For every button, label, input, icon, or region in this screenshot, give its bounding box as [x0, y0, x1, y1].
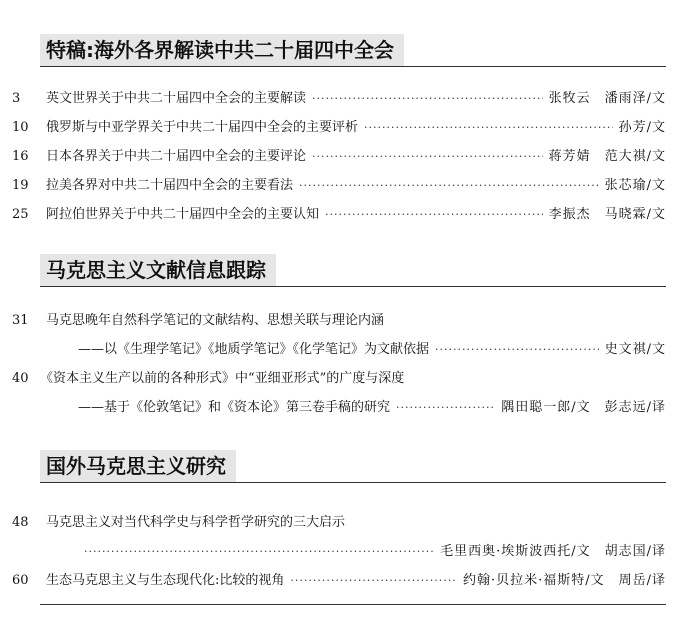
entry-author: 史文祺/文	[604, 342, 666, 357]
entry-title: 英文世界关于中共二十届四中全会的主要解读	[46, 91, 307, 106]
leader-dots	[299, 171, 599, 200]
entry-title: 阿拉伯世界关于中共二十届四中全会的主要认知	[46, 207, 320, 222]
toc-entry-subtitle-line[interactable]	[0, 335, 674, 364]
toc-entry-subtitle-line[interactable]	[0, 537, 674, 566]
page-number: 10	[12, 120, 29, 135]
page-number: 25	[12, 207, 29, 222]
section-header	[40, 448, 666, 483]
section-marxist-literature	[40, 252, 666, 287]
leader-dots	[364, 113, 613, 142]
leader-dots	[84, 537, 434, 566]
section-title: 特稿:海外各界解读中共二十届四中全会	[40, 34, 404, 66]
entry-author: 孙芳/文	[618, 120, 666, 135]
toc-entry[interactable]	[0, 84, 674, 113]
leader-dots	[312, 142, 543, 171]
toc-entry[interactable]	[0, 142, 674, 171]
entry-author: 李振杰 马晓霖/文	[548, 207, 666, 222]
entry-title: 拉美各界对中共二十届四中全会的主要看法	[46, 178, 294, 193]
entry-author: 约翰·贝拉米·福斯特/文 周岳/译	[462, 573, 666, 588]
leader-dots	[325, 200, 543, 229]
entry-author: 张牧云 潘雨泽/文	[548, 91, 666, 106]
section-foreign-marxism-entries	[0, 508, 674, 595]
page-number: 3	[12, 91, 21, 106]
toc-entry[interactable]	[0, 364, 674, 393]
entry-author: 蒋芳婧 范大祺/文	[548, 149, 666, 164]
toc-entry[interactable]	[0, 113, 674, 142]
leader-dots	[290, 566, 457, 595]
section-title: 马克思主义文献信息跟踪	[40, 254, 276, 286]
page-number: 31	[12, 313, 29, 328]
section-marxist-literature-entries	[0, 306, 674, 422]
entry-author: 隅田聪一郎/文 彭志远/译	[501, 400, 666, 415]
page-number: 48	[12, 515, 29, 530]
leader-dots	[435, 335, 599, 364]
entry-subtitle: ——基于《伦敦笔记》和《资本论》第三卷手稿的研究	[78, 400, 391, 415]
bottom-rule	[40, 604, 666, 605]
page-number: 40	[12, 371, 29, 386]
section-special-feature	[40, 32, 666, 67]
section-title: 国外马克思主义研究	[40, 450, 236, 482]
toc-entry[interactable]	[0, 566, 674, 595]
toc-entry[interactable]	[0, 306, 674, 335]
leader-dots	[396, 393, 495, 422]
leader-dots	[312, 84, 543, 113]
page-number: 60	[12, 573, 29, 588]
entry-title: 生态马克思主义与生态现代化:比较的视角	[46, 573, 285, 588]
entry-title: 俄罗斯与中亚学界关于中共二十届四中全会的主要评析	[46, 120, 359, 135]
toc-entry[interactable]	[0, 508, 674, 537]
page-number: 16	[12, 149, 29, 164]
entry-author: 张芯瑜/文	[604, 178, 666, 193]
toc-entry-subtitle-line[interactable]	[0, 393, 674, 422]
page-number: 19	[12, 178, 29, 193]
entry-title: 日本各界关于中共二十届四中全会的主要评论	[46, 149, 307, 164]
section-header	[40, 252, 666, 287]
toc-entry[interactable]	[0, 200, 674, 229]
section-foreign-marxism	[40, 448, 666, 483]
section-special-feature-entries	[0, 84, 674, 229]
entry-title: 《资本主义生产以前的各种形式》中“亚细亚形式”的广度与深度	[40, 371, 405, 386]
toc-entry[interactable]	[0, 171, 674, 200]
entry-author: 毛里西奥·埃斯波西托/文 胡志国/译	[440, 544, 666, 559]
section-header	[40, 32, 666, 67]
entry-subtitle: ——以《生理学笔记》《地质学笔记》《化学笔记》为文献依据	[78, 342, 430, 357]
entry-title: 马克思晚年自然科学笔记的文献结构、思想关联与理论内涵	[46, 313, 385, 328]
entry-title: 马克思主义对当代科学史与科学哲学研究的三大启示	[46, 515, 346, 530]
